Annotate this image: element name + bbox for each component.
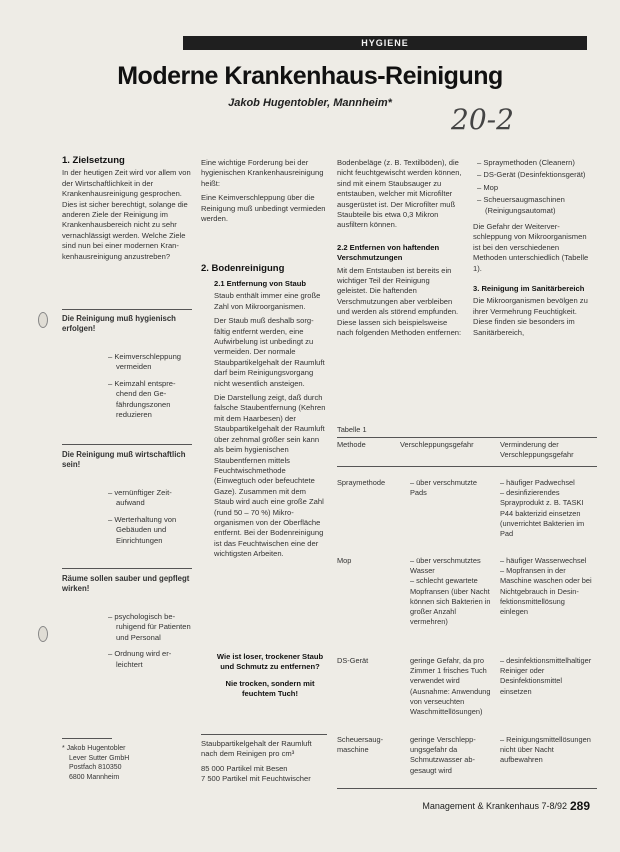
list-item: – Mop — [477, 182, 499, 192]
table-cell: Scheuersaugmaschine — [337, 735, 384, 755]
box-appearance-list — [104, 612, 192, 676]
table-rule-top — [337, 437, 597, 438]
list-item: – Werterhaltung von Gebäuden und Einrichtungen — [108, 514, 177, 545]
box-economy — [62, 450, 192, 471]
footnote-divider — [62, 738, 112, 739]
box-hygiene-list — [104, 352, 192, 426]
table-cell: – häufiger Wasserwechsel – Mopfransen in der Maschine waschen oder bei Nichtgebrauch in Desinfektionsmittellösung einlegen — [500, 556, 592, 617]
table-rule-header — [337, 466, 597, 467]
stat-line: 7 500 Partikel mit Feuchtwischer — [201, 774, 311, 784]
handwritten-note: 20-2 — [451, 103, 514, 136]
list-item: – DS-Gerät (Desinfektionsgerät) — [477, 170, 586, 180]
divider — [62, 568, 192, 569]
paragraph: Staub enthält immer eine große Zahl von Mikroorganismen. — [214, 291, 321, 311]
section-header: HYGIENE — [183, 36, 587, 50]
footnote-line: Lever Sutter GmbH — [69, 754, 130, 762]
paragraph: Der Staub muß deshalb sorgfältig entfernt werden, eine Aufwirbelung ist unbedingt zu vermeiden. Der normale Staubpartikelgehalt der Raumluft darf beim Reinigungsvorgang nicht wesentlich ansteigen. — [214, 316, 325, 388]
section-heading: 3. Reinigung im Sanitärbereich — [473, 284, 585, 294]
section-heading: 1. Zielsetzung — [62, 155, 125, 166]
page-number: 289 — [570, 799, 591, 813]
list-item: – Scheuersaugmaschinen (Reinigungsautomat) — [477, 195, 565, 215]
paragraph: Eine wichtige Forderung bei der hygienischen Krankenhausreinigung heißt: — [201, 158, 324, 188]
column-1 — [62, 156, 192, 266]
list-item: – Keimzahl entsprechend den Gefährdungszonen reduzieren — [108, 378, 176, 420]
table-header-cell: Methode — [337, 440, 366, 449]
footnote-line: * Jakob Hugentobler — [62, 745, 126, 752]
list-item: – Ordnung wird erleichtert — [108, 649, 172, 669]
box-heading: Die Reinigung muß wirtschaftlich sein! — [62, 450, 186, 470]
callout-answer: Nie trocken, sondern mit feuchtem Tuch! — [225, 678, 315, 699]
column-2-intro — [201, 158, 327, 228]
box-appearance — [62, 574, 192, 595]
paragraph: Die Darstellung zeigt, daß durch falsche Staubentfernung (Kehren mit dem Haarbesen) der Staubpartikelgehalt der Raumluft über zehnmal größer sein kann als beim hygienischen Staubentfernen mittels Feuchtwischmethode (Einwegtuch oder befeuchtete Gaze). Zusammen mit dem Staub wird auch eine große Zahl (rund 50 – 70 %) Mikroorganismen von der Oberfläche entfernt. Bei der Bodenreinigung ist das Feuchtwischen eine der wichtigsten Arbeiten. — [214, 393, 326, 559]
column-2-heading — [201, 264, 327, 276]
box-economy-list — [104, 488, 192, 552]
footnote — [62, 744, 192, 782]
table-cell: Spraymethode — [337, 478, 386, 487]
stat-line: 85 000 Partikel mit Besen — [201, 763, 288, 773]
paragraph: In der heutigen Zeit wird vor allem von der Wirtschaftlichkeit in der Krankenhausreinigung gesprochen. Dies ist sicher berechtigt, solange die anderen Ziele der Reinigung im Krankenhausbereich nicht zu sehr vernachlässigt werden. Welche Ziele sind nun bei einer modernen Krankenhausreinigung anzustreben? — [62, 168, 191, 261]
table-cell: – Reinigungsmittellösungen nicht über Nacht aufbewahren — [500, 735, 591, 765]
callout-question: Wie ist loser, trockener Staub und Schmutz zu entfernen? — [216, 652, 324, 672]
list-item: – Spraymethoden (Cleanern) — [477, 158, 575, 167]
box-heading: Räume sollen sauber und gepflegt wirken! — [62, 574, 190, 594]
footnote-line: 6800 Mannheim — [69, 773, 120, 781]
divider — [201, 734, 327, 735]
box-hygiene — [62, 314, 192, 335]
callout — [210, 652, 330, 704]
table-cell: DS-Gerät — [337, 656, 369, 665]
punch-hole-icon — [38, 312, 48, 328]
paragraph: Mit dem Entstauben ist bereits ein wichtiger Teil der Reinigung geleistet. Die haftenden Verschmutzungen aber verbleiben und werden als störend empfunden. Diese lassen sich beispielsweise nach folgenden Methoden entfernen: — [337, 265, 462, 338]
subheading: 2.2 Entfernen von haftenden Verschmutzungen — [337, 242, 440, 263]
paragraph: Eine Keimverschleppung über die Reinigung muß unbedingt vermieden werden. — [201, 193, 326, 224]
author-line: Jakob Hugentobler, Mannheim* — [228, 97, 392, 109]
table-cell: Mop — [337, 556, 352, 565]
section-heading: 2. Bodenreinigung — [201, 263, 285, 274]
divider — [62, 309, 192, 310]
table-header-cell: Verschleppungsgefahr — [400, 440, 474, 449]
table-cell: – desinfektionsmittelhaltiger Reiniger oder Desinfektionsmittel einsetzen — [500, 656, 592, 696]
divider — [62, 444, 192, 445]
list-item: – psychologisch beruhigend für Patienten und Personal — [108, 612, 191, 642]
table-cell: geringe Verschleppungsgefahr da Schmutzwasser abgesaugt wird — [410, 735, 476, 775]
list-item: – Keimverschleppung vermeiden — [108, 352, 182, 372]
table-rule-bottom — [337, 788, 597, 789]
paragraph: Bodenbeläge (z. B. Textilböden), die nicht feuchtgewischt werden können, sind mit einem Staubsauger zu entstauben, welcher mit Microfilter ausgerüstet ist. Der Microfilter muß Staubteile bis etwa 0,3 Mikron ausfiltern können. — [337, 158, 462, 230]
punch-hole-icon — [38, 626, 48, 642]
table-label: Tabelle 1 — [337, 425, 367, 434]
list-item: – vernünftiger Zeitaufwand — [108, 488, 172, 508]
box-heading: Die Reinigung muß hygienisch erfolgen! — [62, 314, 176, 334]
article-title: Moderne Krankenhaus-Reinigung — [117, 62, 503, 90]
table-cell: geringe Gefahr, da pro Zimmer 1 frisches Tuch verwendet wird (Ausnahme: Anwendung von verseuchten Waschmittellösungen) — [410, 656, 491, 717]
journal-reference: Management & Krankenhaus 7-8/92 — [422, 801, 567, 811]
footnote-line: Postfach 810350 — [69, 764, 122, 772]
table-cell: – über verschmutztes Wasser – schlecht gewartete Mopfransen (über Nacht können sich Bakterien in großer Anzahl vermehren) — [410, 556, 491, 627]
stats — [201, 739, 327, 785]
column-4 — [473, 158, 593, 342]
column-2 — [214, 279, 327, 564]
stats-intro: Staubpartikelgehalt der Raumluft nach dem Reinigen pro cm³ — [201, 739, 312, 759]
subheading: 2.1 Entfernung von Staub — [214, 279, 306, 288]
paragraph: Die Gefahr der Weiterverschleppung von Mikroorganismen ist bei den verschiedenen Methoden unterschiedlich (Tabelle 1). — [473, 222, 589, 273]
table-cell: – häufiger Padwechsel – desinfizierendes Sprayprodukt z. B. TASKI P44 bakterizid einsetzen (unverrichtet Bakterien im Pad — [500, 478, 585, 539]
column-3 — [337, 158, 462, 343]
paragraph: Die Mikroorganismen bevölgen zu ihrer Vermehrung Feuchtigkeit. Diese finden sie besonders im Sanitärbereich, — [473, 296, 588, 337]
table-cell: – über verschmutzte Pads — [410, 478, 477, 498]
table-header-cell: Verminderung der Verschleppungsgefahr — [500, 440, 574, 460]
